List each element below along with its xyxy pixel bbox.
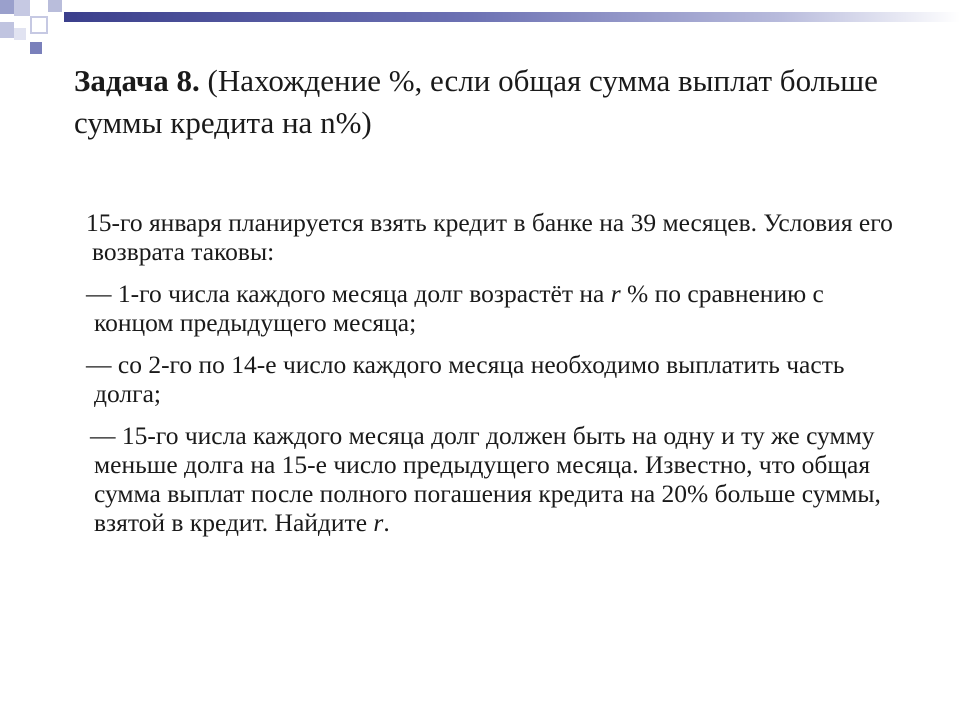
paragraph-condition-2 [64,350,904,408]
title-description: (Нахождение %, если общая сумма выплат больше суммы кредита на n%) [74,63,878,140]
paragraph-condition-3 [64,421,904,537]
title-task-number: Задача 8. [74,63,200,98]
paragraph-condition-1 [64,279,904,337]
corner-square [30,42,42,54]
corner-square [14,0,30,16]
paragraph-text: — со 2-го по 14-е число каждого месяца необходимо выплатить часть долга; [86,350,845,408]
header-gradient-bar [64,12,960,22]
paragraph-text: — 15-го числа каждого месяца долг должен быть на одну и ту же сумму меньше долга на 15-е число предыдущего месяца. Известно, что общая сумма выплат после полного погашения кредита на 20% больше суммы, взятой в кредит. Найдите [90,421,881,537]
paragraph-text: 15-го января планируется взять кредит в банке на 39 месяцев. Условия его возврата таковы: [86,208,893,266]
slide-title [74,60,894,144]
problem-text [64,208,904,550]
paragraph-text: . [383,508,390,537]
corner-square [0,0,14,14]
corner-square [14,28,26,40]
corner-square [0,22,14,38]
paragraph-text: — 1-го числа каждого месяца долг возрастёт на [86,279,611,308]
variable-r: r [610,279,621,308]
paragraph-text: % по сравнению с концом предыдущего месяца; [94,279,824,337]
variable-r: r [373,508,384,537]
corner-square [48,0,62,12]
paragraph-intro [64,208,904,266]
corner-square [30,16,48,34]
